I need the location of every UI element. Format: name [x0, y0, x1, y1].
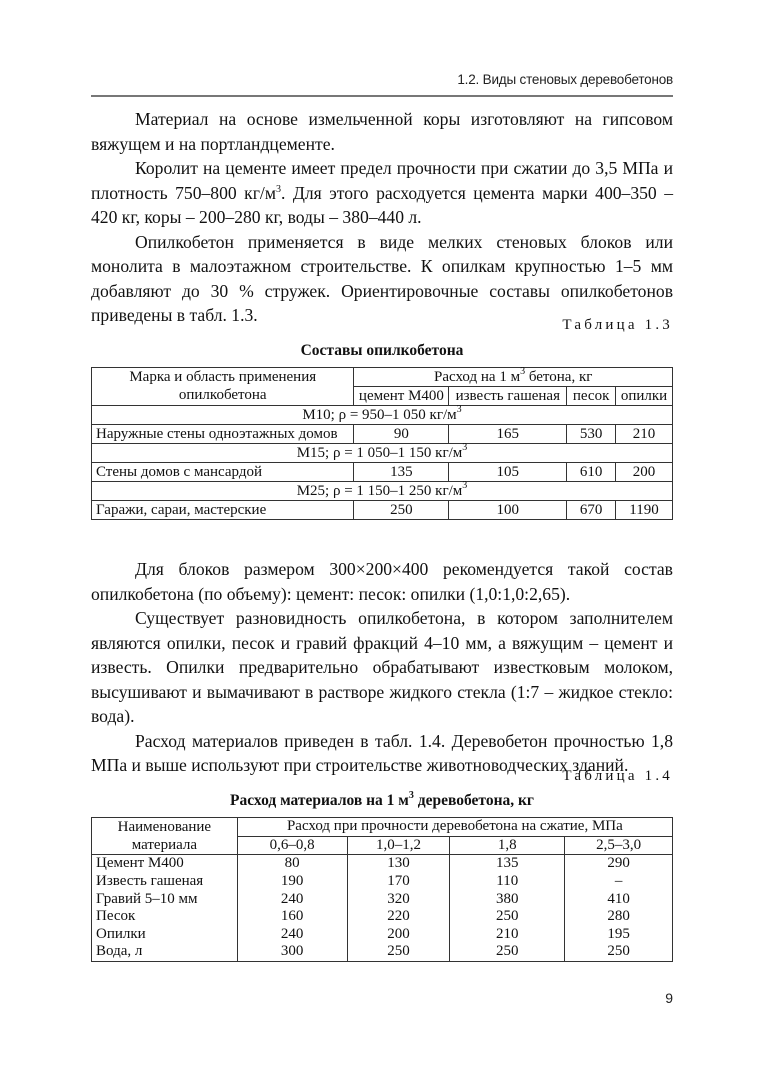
header-cell: 2,5–3,0 — [565, 836, 673, 855]
paragraph-korolit: Королит на цементе имеет предел прочности при сжатии до 3,5 МПа и плотность 750–800 $кг/м^3$. Для этого расходуется цемента марки 400–350 – 420 кг, коры – 200–280 кг, воды – 380–440 л. — [91, 158, 674, 227]
table-cell: Вода, л — [92, 943, 238, 961]
header-group-cell: Расход на 1 $м^3$ бетона, кг — [354, 368, 673, 387]
table-cell: 130 — [347, 855, 450, 873]
table-row — [92, 926, 673, 944]
header-cell: опилки — [616, 387, 673, 406]
table-cell: 160 — [237, 908, 347, 926]
table-row — [92, 890, 673, 908]
table-cell: 380 — [450, 890, 565, 908]
table-cell: 80 — [237, 855, 347, 873]
paragraph-bark-material: Материал на основе измельченной коры изготовляют на гипсовом вяжущем и на портландцементе. — [91, 109, 673, 154]
table-cell: 195 — [565, 926, 673, 944]
table-subheader-row — [92, 836, 673, 855]
table-cell: Известь гашеная — [92, 873, 238, 891]
grade-row — [92, 406, 673, 425]
table-cell: 300 — [237, 943, 347, 961]
table-cell: Гравий 5–10 мм — [92, 890, 238, 908]
header-cell: материала — [92, 836, 238, 855]
table-cell: 610 — [567, 463, 616, 482]
table-cell: 190 — [237, 873, 347, 891]
table-1-3 — [91, 367, 673, 520]
table-row — [92, 908, 673, 926]
table-1-4-label: Таблица 1.4 — [562, 768, 673, 784]
header-cell: песок — [567, 387, 616, 406]
table-cell: 135 — [450, 855, 565, 873]
table-cell: 250 — [347, 943, 450, 961]
paragraph-sawdust-concrete: Опилкобетон применяется в виде мелких стеновых блоков или монолита в малоэтажном строительстве. К опилкам крупностью 1–5 мм добавляют до 30 % стружек. Ориентировочные составы опилкобетонов приведены в табл. 1.3. — [91, 231, 673, 325]
table-cell: 100 — [449, 501, 567, 520]
grade-row — [92, 482, 673, 501]
running-head: 1.2. Виды стеновых деревобетонов — [457, 72, 673, 87]
table-cell: 530 — [567, 425, 616, 444]
table-cell: 200 — [616, 463, 673, 482]
header-rule — [91, 95, 673, 97]
grade-cell: М10; ρ = 950–1 050 $кг/м^3$ — [92, 406, 673, 425]
table-cell: 320 — [347, 890, 450, 908]
paragraph-variety: Существует разновидность опилкобетона, в котором заполнителем являются опилки, песок и гравий фракций 4–10 мм, а вяжущим – цемент и известь. Опилки предварительно обрабатывают известковым молоком, высушивают и вымачивают в растворе жидкого стекла (1:7 – жидкое стекло: вода). — [91, 608, 673, 726]
table-cell: 1190 — [616, 501, 673, 520]
table-cell: 210 — [450, 926, 565, 944]
table-cell: 250 — [565, 943, 673, 961]
table-cell: 200 — [347, 926, 450, 944]
table-row — [92, 501, 673, 520]
page-number: 9 — [665, 990, 673, 1006]
table-row — [92, 943, 673, 961]
header-cell: 1,0–1,2 — [347, 836, 450, 855]
table-cell: 290 — [565, 855, 673, 873]
table-cell: Стены домов с мансардой — [92, 463, 354, 482]
table-cell: 210 — [616, 425, 673, 444]
header-cell: Марка и область применения — [92, 368, 354, 387]
table-1-3-label: Таблица 1.3 — [562, 317, 673, 333]
table-cell: 240 — [237, 890, 347, 908]
grade-cell: М15; ρ = 1 050–1 150 $кг/м^3$ — [92, 444, 673, 463]
table-row — [92, 873, 673, 891]
header-cell: Наименование — [92, 818, 238, 837]
header-cell: 1,8 — [450, 836, 565, 855]
table-cell: 670 — [567, 501, 616, 520]
table-cell: Наружные стены одноэтажных домов — [92, 425, 354, 444]
table-cell: 250 — [354, 501, 449, 520]
table-cell: – — [565, 873, 673, 891]
header-group-cell: Расход при прочности деревобетона на сжатие, МПа — [237, 818, 672, 837]
table-cell: Гаражи, сараи, мастерские — [92, 501, 354, 520]
table-cell: 110 — [450, 873, 565, 891]
table-cell: Цемент М400 — [92, 855, 238, 873]
table-cell: 135 — [354, 463, 449, 482]
body-text-middle — [91, 557, 673, 778]
table-cell: 410 — [565, 890, 673, 908]
table-cell: 250 — [450, 943, 565, 961]
body-text-top — [91, 107, 673, 328]
table-row — [92, 463, 673, 482]
table-1-4 — [91, 817, 673, 962]
table-header-row — [92, 818, 673, 837]
paragraph-consumption: Расход материалов приведен в табл. 1.4. Деревобетон прочностью 1,8 МПа и выше используют при строительстве животноводческих зданий. — [91, 730, 673, 775]
table-cell: 280 — [565, 908, 673, 926]
table-cell: 240 — [237, 926, 347, 944]
header-cell: 0,6–0,8 — [237, 836, 347, 855]
table-cell: 170 — [347, 873, 450, 891]
table-cell: Песок — [92, 908, 238, 926]
header-cell: опилкобетона — [92, 387, 354, 406]
table-cell: 220 — [347, 908, 450, 926]
table-cell: Опилки — [92, 926, 238, 944]
table-cell: 250 — [450, 908, 565, 926]
table-1-4-title: Расход материалов на 1 $м^3$ деревобетона, кг — [230, 790, 534, 809]
table-1-3-title: Составы опилкобетона — [300, 342, 464, 359]
paragraph-block-composition: Для блоков размером 300×200×400 рекомендуется такой состав опилкобетона (по объему): цемент: песок: опилки (1,0:1,0:2,65). — [91, 559, 673, 604]
grade-cell: М25; ρ = 1 150–1 250 $кг/м^3$ — [92, 482, 673, 501]
header-cell: известь гашеная — [449, 387, 567, 406]
table-header-row — [92, 368, 673, 387]
table-row — [92, 855, 673, 873]
table-cell: 90 — [354, 425, 449, 444]
header-cell: цемент М400 — [354, 387, 449, 406]
grade-row — [92, 444, 673, 463]
table-row — [92, 425, 673, 444]
table-subheader-row — [92, 387, 673, 406]
table-cell: 165 — [449, 425, 567, 444]
table-cell: 105 — [449, 463, 567, 482]
